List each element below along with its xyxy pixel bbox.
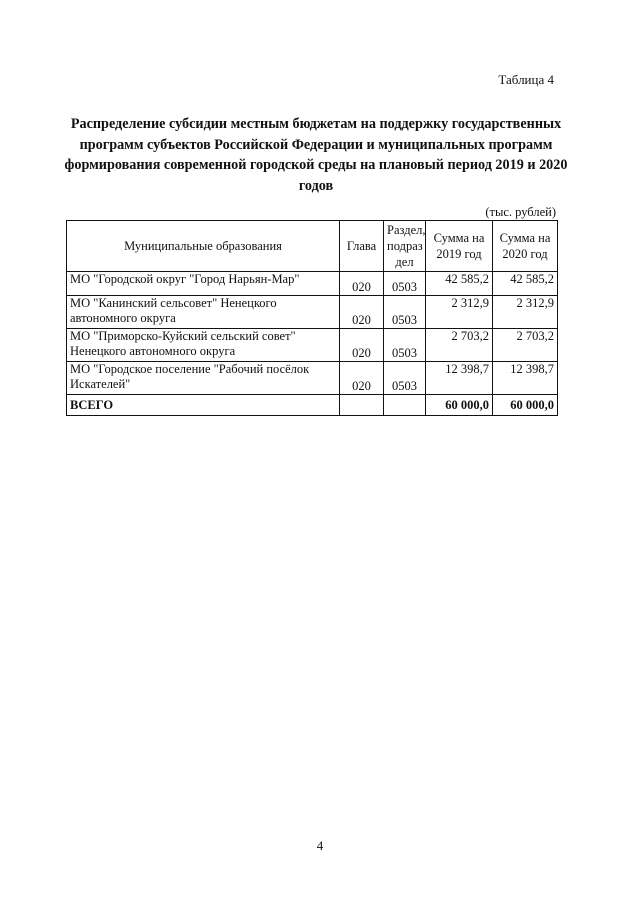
- sum-2020: 2 312,9: [493, 296, 558, 329]
- table-header-row: [67, 221, 558, 272]
- table-number-label: Таблица 4: [498, 72, 554, 87]
- empty-cell: [340, 395, 384, 416]
- glava-code: 020: [340, 296, 384, 329]
- total-sum-2019: 60 000,0: [426, 395, 493, 416]
- glava-code: 020: [340, 272, 384, 296]
- sum-2019: 42 585,2: [426, 272, 493, 296]
- table-row: [67, 329, 558, 362]
- column-header-razdel: Раздел, подраз дел: [384, 221, 426, 272]
- sum-2019: 12 398,7: [426, 362, 493, 395]
- column-header-sum-2020: Сумма на 2020 год: [493, 221, 558, 272]
- table-row: [67, 362, 558, 395]
- table-row: [67, 272, 558, 296]
- document-title: Распределение субсидии местным бюджетам на поддержку государственных программ субъектов Российской Федерации и муниципальных программ формирования современной городской среды на плановый период 2019 и 2020 годов: [64, 116, 568, 194]
- empty-cell: [384, 395, 426, 416]
- total-sum-2020: 60 000,0: [493, 395, 558, 416]
- column-header-sum-2019: Сумма на 2019 год: [426, 221, 493, 272]
- table-row: [67, 296, 558, 329]
- column-header-municipality: Муниципальные образования: [67, 221, 340, 272]
- municipality-name: МО "Канинский сельсовет" Ненецкого автономного округа: [67, 296, 340, 329]
- glava-code: 020: [340, 362, 384, 395]
- sum-2020: 42 585,2: [493, 272, 558, 296]
- sum-2019: 2 312,9: [426, 296, 493, 329]
- sum-2020: 12 398,7: [493, 362, 558, 395]
- units-label: (тыс. рублей): [485, 205, 556, 219]
- razdel-code: 0503: [384, 329, 426, 362]
- sum-2020: 2 703,2: [493, 329, 558, 362]
- subsidy-table: [66, 220, 558, 416]
- razdel-code: 0503: [384, 296, 426, 329]
- razdel-code: 0503: [384, 362, 426, 395]
- municipality-name: МО "Городской округ "Город Нарьян-Мар": [67, 272, 340, 296]
- total-label: ВСЕГО: [67, 395, 340, 416]
- page-number: 4: [316, 838, 324, 853]
- razdel-code: 0503: [384, 272, 426, 296]
- municipality-name: МО "Приморско-Куйский сельский совет" Ненецкого автономного округа: [67, 329, 340, 362]
- column-header-glava: Глава: [340, 221, 384, 272]
- glava-code: 020: [340, 329, 384, 362]
- sum-2019: 2 703,2: [426, 329, 493, 362]
- total-row: [67, 395, 558, 416]
- municipality-name: МО "Городское поселение "Рабочий посёлок Искателей": [67, 362, 340, 395]
